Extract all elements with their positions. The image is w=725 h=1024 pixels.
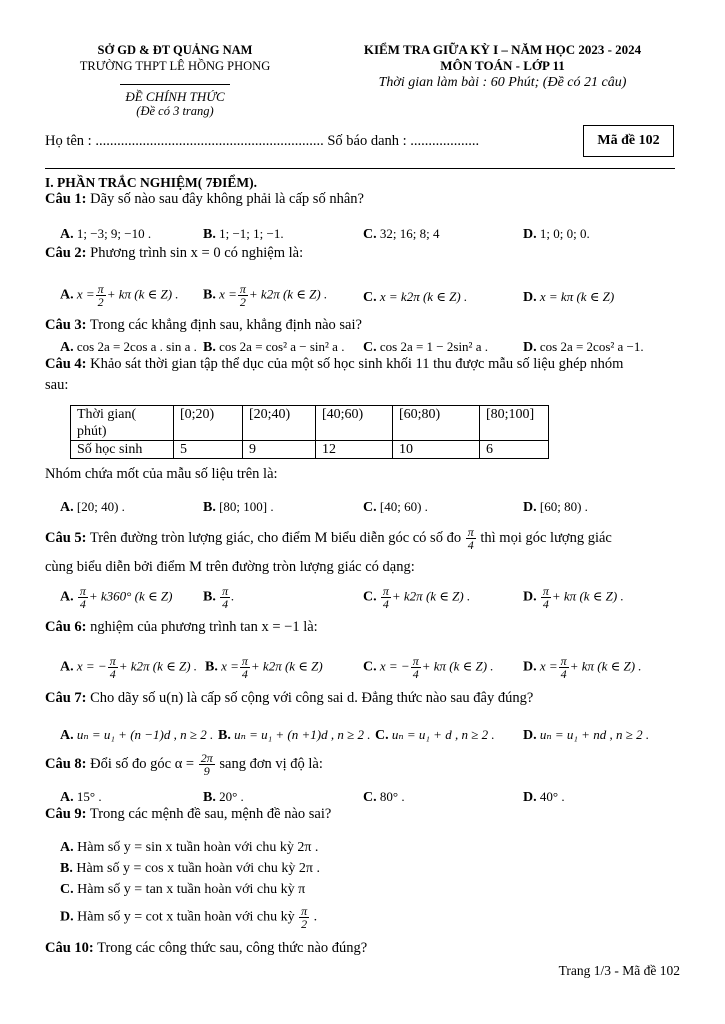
question-1-label: Câu 1: [45,191,87,207]
section-title: I. PHẦN TRẮC NGHIỆM( 7ĐIỂM). [45,175,257,190]
page-footer: Trang 1/3 - Mã đề 102 [558,963,680,978]
pages-note: (Đề có 3 trang) [136,104,214,118]
question-9-option-a [60,840,318,856]
option-letter: C. [363,340,377,355]
table-cell: 5 [174,441,243,459]
question-2-option-a [60,283,179,308]
option-text: Hàm số y = sin x tuần hoàn với chu kỳ 2π . [73,840,319,855]
option-letter: D. [60,909,74,925]
question-3-text: Trong các khẳng định sau, khẳng định nào sai? [86,317,362,333]
question-3 [45,317,362,334]
fraction [78,585,88,610]
question-8-text: Đổi số đo góc α = [86,755,198,772]
question-7 [45,690,533,707]
option-text: 1; −3; 9; −10 . [76,226,152,241]
question-8-option-d [523,789,565,806]
fraction-numerator: π [301,904,308,918]
option-text: cos 2a = cos² a − sin² a . [219,339,345,354]
table-cell-text: phút) [77,424,107,439]
option-text: x = − [379,658,410,674]
question-3-option-d [523,339,644,356]
table-cell: [80;100] [480,406,549,441]
fraction-denominator: 2 [239,295,246,309]
option-text: uₙ = u₁ + d , n ≥ 2 . [391,727,495,742]
option-letter: A. [60,287,74,303]
option-text: [80; 100] . [219,499,274,514]
fraction-denominator: 4 [560,667,567,681]
option-letter: A. [60,840,74,855]
option-letter: B. [203,287,216,303]
question-8-label: Câu 8: [45,755,87,772]
question-5-text: thì mọi góc lượng giác [476,529,612,546]
question-5-text-cont: cùng biểu diễn bởi điểm M trên đường tròn lượng giác có dạng: [45,559,415,575]
option-letter: D. [523,728,537,743]
question-6-option-a [60,655,197,680]
option-text: uₙ = u₁ + nd , n ≥ 2 . [539,727,650,742]
question-3-option-c [363,339,488,356]
fraction-numerator: 2π [200,751,213,765]
question-4-text-cont: sau: [45,377,69,393]
option-letter: A. [60,790,74,805]
table-row [71,406,549,441]
question-10 [45,940,367,957]
question-4-text: Khảo sát thời gian tập thể dục của một số học sinh khối 11 thu được mẫu số liệu ghép nhóm [86,356,624,372]
fraction [559,655,569,680]
fraction-denominator: 4 [109,667,116,681]
option-text: Hàm số y = tan x tuần hoàn với chu kỳ π [73,882,306,897]
question-5-option-d [523,585,624,610]
table-cell: Số học sinh [71,441,174,459]
option-text: x = kπ (k ∈ Z) [539,289,615,304]
option-letter: B. [60,861,73,876]
question-7-option-c [375,727,495,744]
option-letter: D. [523,790,537,805]
header-left [40,42,310,119]
option-letter: D. [523,659,537,675]
fraction [220,585,230,610]
question-6 [45,619,318,636]
option-text: uₙ = u₁ + (n −1)d , n ≥ 2 . [76,727,214,742]
question-6-option-d [523,655,642,680]
option-letter: B. [203,589,216,605]
question-8-option-a [60,789,102,806]
question-4-option-b [203,499,274,516]
fraction-denominator: 9 [203,764,210,778]
table-row [71,441,549,459]
option-text: uₙ = u₁ + (n +1)d , n ≥ 2 . [234,727,371,742]
question-9-label: Câu 9: [45,806,87,822]
fraction [466,526,476,551]
option-letter: C. [363,290,377,305]
fraction-denominator: 4 [222,597,229,611]
option-letter: B. [203,227,216,242]
question-2-option-c [363,289,467,306]
option-text: + k2π (k ∈ Z) [250,658,323,674]
question-6-option-b [205,655,323,680]
fraction-denominator: 2 [97,295,104,309]
question-4-option-d [523,499,588,516]
table-cell: 10 [393,441,480,459]
option-text: Hàm số y = cot x tuần hoàn với chu kỳ [73,909,299,925]
option-text: + k360° (k ∈ Z) [88,588,173,604]
option-text: 20° . [219,789,244,804]
question-5 [45,526,612,551]
option-letter: B. [203,790,216,805]
question-7-option-d [523,727,649,744]
department-name: SỞ GD & ĐT QUẢNG NAM [97,43,253,57]
question-1-text: Dãy số nào sau đây không phải là cấp số nhân? [86,191,364,207]
option-letter: A. [60,659,74,675]
option-letter: B. [203,500,216,515]
option-text: + kπ (k ∈ Z) . [421,658,494,674]
question-1-option-b [203,226,284,243]
fraction-numerator: π [239,282,246,296]
option-text: x = [539,658,558,674]
fraction-numerator: π [79,584,86,598]
fraction-numerator: π [109,654,116,668]
exam-title: KIỂM TRA GIỮA KỲ I – NĂM HỌC 2023 - 2024 [363,42,642,57]
question-4 [45,356,623,373]
question-8-option-c [363,789,405,806]
option-text: x = k2π (k ∈ Z) . [379,289,468,304]
option-letter: A. [60,728,74,743]
option-text: cos 2a = 1 − 2sin² a . [379,339,488,354]
option-text: x = − [76,658,107,674]
fraction [299,905,309,930]
question-8-text: sang đơn vị độ là: [215,755,323,772]
option-letter: A. [60,340,74,355]
table-cell: [0;20) [174,406,243,441]
option-text: 40° . [539,789,565,804]
table-cell: [40;60) [316,406,393,441]
question-9-text: Trong các mệnh đề sau, mệnh đề nào sai? [86,806,332,822]
fraction-numerator: π [560,654,567,668]
question-1-option-c [363,226,439,243]
fraction-numerator: π [97,282,104,296]
fraction-numerator: π [542,584,549,598]
fraction [541,585,551,610]
question-2-option-d [523,289,614,306]
fraction-denominator: 4 [79,597,86,611]
fraction [238,283,248,308]
fraction-denominator: 4 [467,538,474,552]
question-10-label: Câu 10: [45,940,94,956]
question-7-text: Cho dãy số u(n) là cấp số cộng với công sai d. Đẳng thức nào sau đây đúng? [86,690,534,706]
option-text: x = [221,658,239,674]
option-text: 1; 0; 0; 0. [539,226,590,241]
question-3-label: Câu 3: [45,317,87,333]
student-name-line: Họ tên : ............................................................... Số báo danh : ................... [45,133,480,149]
option-text: 1; −1; 1; −1. [219,226,284,241]
question-7-label: Câu 7: [45,690,87,706]
option-letter: C. [375,728,389,743]
option-letter: D. [523,500,537,515]
official-label: ĐỀ CHÍNH THỨC [125,89,225,104]
question-8-option-b [203,789,244,806]
question-6-label: Câu 6: [45,619,87,635]
option-text: cos 2a = 2cos² a −1. [539,339,644,354]
option-text: . [310,909,318,925]
table-cell: 12 [316,441,393,459]
option-letter: D. [523,589,537,605]
option-text: 32; 16; 8; 4 [379,226,440,241]
question-1 [45,191,364,208]
fraction-denominator: 4 [241,667,248,681]
option-letter: A. [60,227,74,242]
table-cell: 9 [243,441,316,459]
option-text: . [231,588,235,604]
fraction [411,655,421,680]
header-divider [120,84,230,85]
question-9-option-c [60,882,305,898]
question-2 [45,245,303,262]
question-1-option-d [523,226,590,243]
option-letter: A. [60,589,74,605]
question-5-option-b [203,585,234,610]
option-text: Hàm số y = cos x tuần hoàn với chu kỳ 2π . [72,861,320,876]
question-3-option-b [203,339,344,356]
question-5-option-c [363,585,470,610]
option-text: x = [219,286,237,302]
fraction [381,585,391,610]
question-4-prompt: Nhóm chứa mốt của mẫu số liệu trên là: [45,466,278,482]
fraction-numerator: π [222,584,229,598]
fraction-numerator: π [241,654,248,668]
fraction [96,283,106,308]
question-7-option-b [218,727,371,744]
fraction [240,655,250,680]
question-2-text: Phương trình sin x = 0 có nghiệm là: [86,245,304,261]
option-letter: C. [363,500,377,515]
fraction [199,752,215,777]
option-letter: C. [363,790,377,805]
option-text: [60; 80) . [539,499,588,514]
fraction-denominator: 4 [382,597,389,611]
subject-title: MÔN TOÁN - LỚP 11 [440,58,565,73]
fraction [108,655,118,680]
question-6-option-c [363,655,494,680]
option-text: + k2π (k ∈ Z) . [118,658,198,674]
option-letter: C. [363,659,377,675]
option-text: cos 2a = 2cos a . sin a . [76,339,197,354]
option-letter: D. [523,290,537,305]
time-note: Thời gian làm bài : 60 Phút; (Đề có 21 câu) [378,75,627,90]
question-2-option-b [203,283,327,308]
option-text: [40; 60) . [379,499,428,514]
table-cell: 6 [480,441,549,459]
question-4-option-a [60,499,125,516]
option-text: + k2π (k ∈ Z) . [391,588,471,604]
option-text: + kπ (k ∈ Z) . [106,286,179,302]
option-letter: B. [203,340,216,355]
fraction-denominator: 2 [301,917,308,931]
fraction-numerator: π [412,654,419,668]
option-letter: D. [523,340,537,355]
frequency-table [70,405,549,459]
option-text: 15° . [76,789,102,804]
question-7-option-a [60,727,213,744]
option-text: [20; 40) . [76,499,125,514]
question-9 [45,806,331,823]
table-cell: [60;80) [393,406,480,441]
question-9-option-b [60,861,320,877]
option-text: x = [76,286,95,302]
question-8 [45,752,323,777]
option-letter: D. [523,227,537,242]
header-rule [45,168,675,169]
school-name: TRƯỜNG THPT LÊ HỒNG PHONG [79,59,271,73]
question-5-option-a [60,585,172,610]
option-letter: B. [218,728,231,743]
exam-code-box: Mã đề 102 [583,125,674,157]
fraction-numerator: π [382,584,389,598]
option-text: + kπ (k ∈ Z) . [551,588,624,604]
table-cell-text: Thời gian( [77,407,137,422]
question-3-option-a [60,339,197,356]
question-9-option-d [60,905,317,930]
table-cell: [20;40) [243,406,316,441]
question-1-option-a [60,226,151,243]
fraction-numerator: π [467,525,474,539]
question-10-text: Trong các công thức sau, công thức nào đúng? [93,940,368,956]
fraction-denominator: 4 [412,667,419,681]
option-text: + k2π (k ∈ Z) . [248,286,328,302]
option-letter: A. [60,500,74,515]
question-4-option-c [363,499,428,516]
question-6-text: nghiệm của phương trình tan x = −1 là: [86,619,318,635]
option-letter: C. [363,227,377,242]
table-cell [71,406,174,441]
option-text: 80° . [379,789,405,804]
question-2-label: Câu 2: [45,245,87,261]
question-5-text: Trên đường tròn lượng giác, cho điểm M biểu diễn góc có số đo [86,529,465,546]
option-letter: B. [205,659,218,675]
option-letter: C. [363,589,377,605]
question-4-label: Câu 4: [45,356,87,372]
header-right [330,42,675,92]
option-text: + kπ (k ∈ Z) . [569,658,642,674]
option-letter: C. [60,882,74,897]
question-5-label: Câu 5: [45,529,87,546]
fraction-denominator: 4 [542,597,549,611]
